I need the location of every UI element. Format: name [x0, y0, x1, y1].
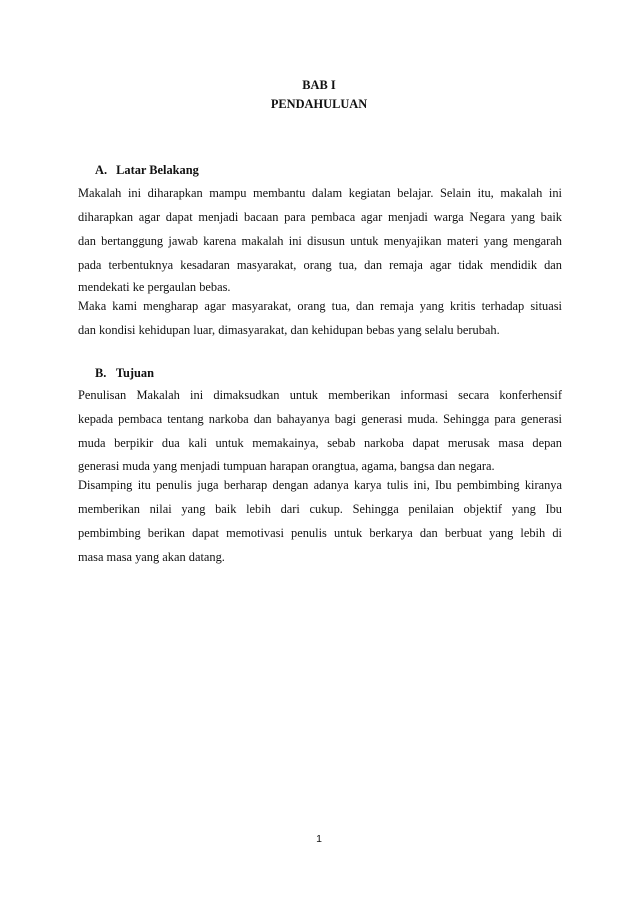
paragraph-line: kepada pembaca tentang narkoba dan bahayanya bagi generasi muda. Sehingga para generasi: [78, 412, 562, 426]
section-title-text: Latar Belakang: [116, 163, 199, 177]
chapter-heading: BAB I: [302, 78, 336, 92]
section-number: A.: [95, 163, 108, 177]
section-title-text: Tujuan: [115, 366, 154, 380]
section-number: B.: [95, 366, 107, 380]
section-title-latar-belakang: [95, 163, 199, 177]
paragraph-line: Maka kami mengharap agar masyarakat, orang tua, dan remaja yang kritis terhadap situasi: [78, 299, 562, 313]
page-number: 1: [316, 833, 322, 845]
paragraph-line: pada terbentuknya kesadaran masyarakat, orang tua, dan remaja agar tidak mendidik dan: [78, 258, 562, 272]
paragraph-line: Disamping itu penulis juga berharap dengan adanya karya tulis ini, Ibu pembimbing kiranya: [78, 478, 562, 492]
paragraph-line: mendekati ke pergaulan bebas.: [78, 280, 231, 294]
paragraph-line: muda berpikir dua kali untuk memakainya, sebab narkoba dapat merusak masa depan: [78, 436, 562, 450]
section-title-tujuan: [95, 366, 154, 380]
paragraph-line: pembimbing berikan dapat memotivasi penulis untuk berkarya dan berbuat yang lebih di: [78, 526, 562, 540]
paragraph-line: memberikan nilai yang baik lebih dari cukup. Sehingga penilaian objektif yang Ibu: [78, 502, 562, 516]
paragraph-line: masa masa yang akan datang.: [78, 550, 225, 564]
paragraph-line: generasi muda yang menjadi tumpuan harapan orangtua, agama, bangsa dan negara.: [78, 459, 495, 473]
chapter-title: PENDAHULUAN: [270, 97, 368, 111]
paragraph-line: Penulisan Makalah ini dimaksudkan untuk memberikan informasi secara konferhensif: [78, 388, 562, 402]
paragraph-line: dan bertanggung jawab karena makalah ini disusun untuk menyajikan materi yang mengarah: [78, 234, 562, 248]
paragraph-line: Makalah ini diharapkan mampu membantu dalam kegiatan belajar. Selain itu, makalah ini: [78, 186, 562, 200]
paragraph-line: diharapkan agar dapat menjadi bacaan para pembaca agar menjadi warga Negara yang baik: [78, 210, 562, 224]
paragraph-line: dan kondisi kehidupan luar, dimasyarakat, dan kehidupan bebas yang selalu berubah.: [78, 323, 500, 337]
